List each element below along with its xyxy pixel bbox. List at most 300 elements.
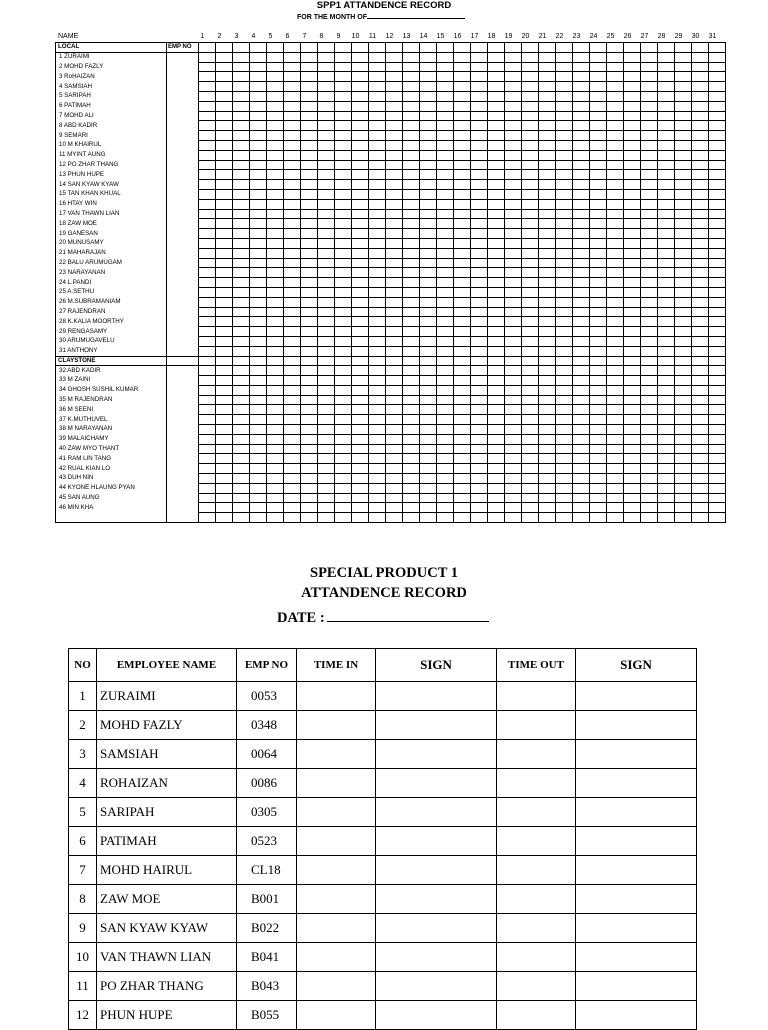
attendance-cell[interactable]: [556, 327, 573, 337]
attendance-cell[interactable]: [522, 72, 539, 82]
attendance-cell[interactable]: [539, 395, 556, 405]
attendance-cell[interactable]: [318, 131, 335, 141]
attendance-cell[interactable]: [488, 307, 505, 317]
attendance-cell[interactable]: [709, 140, 726, 150]
attendance-cell[interactable]: [369, 199, 386, 209]
attendance-cell[interactable]: [539, 493, 556, 503]
attendance-cell[interactable]: [624, 131, 641, 141]
attendance-cell[interactable]: [403, 248, 420, 258]
attendance-cell[interactable]: [709, 297, 726, 307]
attendance-cell[interactable]: [522, 150, 539, 160]
attendance-cell[interactable]: [505, 307, 522, 317]
attendance-cell[interactable]: [352, 287, 369, 297]
attendance-cell[interactable]: [284, 229, 301, 239]
attendance-cell[interactable]: [556, 160, 573, 170]
attendance-cell[interactable]: [335, 170, 352, 180]
attendance-cell[interactable]: [352, 415, 369, 425]
attendance-cell[interactable]: [386, 513, 403, 523]
attendance-cell[interactable]: [624, 189, 641, 199]
attendance-cell[interactable]: [658, 297, 675, 307]
attendance-cell[interactable]: [522, 258, 539, 268]
attendance-cell[interactable]: [556, 43, 573, 53]
attendance-cell[interactable]: [267, 483, 284, 493]
attendance-cell[interactable]: [641, 121, 658, 131]
attendance-cell[interactable]: [403, 62, 420, 72]
attendance-cell[interactable]: [284, 415, 301, 425]
attendance-cell[interactable]: [539, 385, 556, 395]
attendance-cell[interactable]: [199, 366, 216, 376]
attendance-cell[interactable]: [199, 160, 216, 170]
attendance-cell[interactable]: [641, 238, 658, 248]
attendance-cell[interactable]: [199, 385, 216, 395]
emp-no-cell[interactable]: [167, 395, 199, 405]
attendance-cell[interactable]: [420, 503, 437, 513]
attendance-cell[interactable]: [505, 278, 522, 288]
attendance-cell[interactable]: [250, 101, 267, 111]
attendance-cell[interactable]: [216, 464, 233, 474]
attendance-cell[interactable]: [590, 513, 607, 523]
attendance-cell[interactable]: [267, 444, 284, 454]
attendance-cell[interactable]: [403, 336, 420, 346]
attendance-cell[interactable]: [505, 385, 522, 395]
attendance-cell[interactable]: [335, 72, 352, 82]
attendance-cell[interactable]: [573, 356, 590, 366]
attendance-cell[interactable]: [488, 336, 505, 346]
attendance-cell[interactable]: [335, 62, 352, 72]
attendance-cell[interactable]: [454, 101, 471, 111]
attendance-cell[interactable]: [675, 336, 692, 346]
attendance-cell[interactable]: [250, 395, 267, 405]
attendance-cell[interactable]: [420, 43, 437, 53]
attendance-cell[interactable]: [437, 336, 454, 346]
attendance-cell[interactable]: [352, 189, 369, 199]
attendance-cell[interactable]: [233, 278, 250, 288]
attendance-cell[interactable]: [386, 425, 403, 435]
attendance-cell[interactable]: [267, 278, 284, 288]
attendance-cell[interactable]: [709, 101, 726, 111]
attendance-cell[interactable]: [522, 493, 539, 503]
attendance-cell[interactable]: [199, 513, 216, 523]
attendance-cell[interactable]: [216, 229, 233, 239]
attendance-cell[interactable]: [420, 160, 437, 170]
attendance-cell[interactable]: [692, 356, 709, 366]
attendance-cell[interactable]: [641, 483, 658, 493]
attendance-cell[interactable]: [369, 395, 386, 405]
attendance-cell[interactable]: [233, 464, 250, 474]
attendance-cell[interactable]: [488, 121, 505, 131]
attendance-cell[interactable]: [658, 434, 675, 444]
attendance-cell[interactable]: [692, 72, 709, 82]
attendance-cell[interactable]: [267, 248, 284, 258]
time-out-cell[interactable]: [497, 972, 576, 1001]
attendance-cell[interactable]: [488, 425, 505, 435]
attendance-cell[interactable]: [488, 356, 505, 366]
attendance-cell[interactable]: [352, 82, 369, 92]
attendance-cell[interactable]: [488, 150, 505, 160]
emp-no-cell[interactable]: [167, 229, 199, 239]
attendance-cell[interactable]: [658, 425, 675, 435]
attendance-cell[interactable]: [658, 52, 675, 62]
attendance-cell[interactable]: [522, 454, 539, 464]
attendance-cell[interactable]: [675, 346, 692, 356]
attendance-cell[interactable]: [522, 464, 539, 474]
attendance-cell[interactable]: [420, 307, 437, 317]
attendance-cell[interactable]: [624, 376, 641, 386]
attendance-cell[interactable]: [284, 52, 301, 62]
attendance-cell[interactable]: [284, 209, 301, 219]
attendance-cell[interactable]: [641, 160, 658, 170]
attendance-cell[interactable]: [709, 62, 726, 72]
attendance-cell[interactable]: [522, 297, 539, 307]
attendance-cell[interactable]: [403, 219, 420, 229]
attendance-cell[interactable]: [437, 327, 454, 337]
attendance-cell[interactable]: [301, 444, 318, 454]
attendance-cell[interactable]: [556, 297, 573, 307]
attendance-cell[interactable]: [420, 121, 437, 131]
attendance-cell[interactable]: [437, 278, 454, 288]
attendance-cell[interactable]: [488, 474, 505, 484]
attendance-cell[interactable]: [267, 366, 284, 376]
attendance-cell[interactable]: [301, 150, 318, 160]
attendance-cell[interactable]: [352, 209, 369, 219]
attendance-cell[interactable]: [573, 72, 590, 82]
attendance-cell[interactable]: [556, 140, 573, 150]
attendance-cell[interactable]: [488, 317, 505, 327]
attendance-cell[interactable]: [199, 238, 216, 248]
attendance-cell[interactable]: [318, 366, 335, 376]
attendance-cell[interactable]: [590, 287, 607, 297]
attendance-cell[interactable]: [624, 278, 641, 288]
attendance-cell[interactable]: [709, 52, 726, 62]
attendance-cell[interactable]: [488, 101, 505, 111]
attendance-cell[interactable]: [267, 346, 284, 356]
attendance-cell[interactable]: [522, 229, 539, 239]
attendance-cell[interactable]: [539, 82, 556, 92]
attendance-cell[interactable]: [641, 140, 658, 150]
attendance-cell[interactable]: [590, 82, 607, 92]
attendance-cell[interactable]: [556, 483, 573, 493]
attendance-cell[interactable]: [471, 248, 488, 258]
attendance-cell[interactable]: [369, 317, 386, 327]
attendance-cell[interactable]: [267, 268, 284, 278]
attendance-cell[interactable]: [403, 454, 420, 464]
attendance-cell[interactable]: [641, 307, 658, 317]
attendance-cell[interactable]: [488, 454, 505, 464]
attendance-cell[interactable]: [386, 82, 403, 92]
attendance-cell[interactable]: [454, 454, 471, 464]
attendance-cell[interactable]: [335, 444, 352, 454]
attendance-cell[interactable]: [284, 307, 301, 317]
attendance-cell[interactable]: [556, 493, 573, 503]
attendance-cell[interactable]: [709, 43, 726, 53]
attendance-cell[interactable]: [199, 150, 216, 160]
attendance-cell[interactable]: [471, 327, 488, 337]
attendance-cell[interactable]: [403, 170, 420, 180]
attendance-cell[interactable]: [692, 307, 709, 317]
attendance-cell[interactable]: [352, 503, 369, 513]
attendance-cell[interactable]: [284, 346, 301, 356]
attendance-cell[interactable]: [284, 91, 301, 101]
attendance-cell[interactable]: [658, 229, 675, 239]
attendance-cell[interactable]: [284, 121, 301, 131]
attendance-cell[interactable]: [641, 219, 658, 229]
attendance-cell[interactable]: [692, 385, 709, 395]
attendance-cell[interactable]: [335, 238, 352, 248]
attendance-cell[interactable]: [590, 385, 607, 395]
emp-no-cell[interactable]: [167, 444, 199, 454]
attendance-cell[interactable]: [624, 317, 641, 327]
attendance-cell[interactable]: [352, 258, 369, 268]
attendance-cell[interactable]: [369, 425, 386, 435]
attendance-cell[interactable]: [505, 464, 522, 474]
attendance-cell[interactable]: [437, 513, 454, 523]
attendance-cell[interactable]: [284, 425, 301, 435]
attendance-cell[interactable]: [318, 219, 335, 229]
attendance-cell[interactable]: [641, 287, 658, 297]
attendance-cell[interactable]: [675, 493, 692, 503]
attendance-cell[interactable]: [505, 346, 522, 356]
attendance-cell[interactable]: [284, 199, 301, 209]
attendance-cell[interactable]: [301, 180, 318, 190]
attendance-cell[interactable]: [539, 346, 556, 356]
attendance-cell[interactable]: [233, 454, 250, 464]
attendance-cell[interactable]: [522, 503, 539, 513]
attendance-cell[interactable]: [471, 258, 488, 268]
attendance-cell[interactable]: [437, 229, 454, 239]
attendance-cell[interactable]: [352, 425, 369, 435]
attendance-cell[interactable]: [386, 385, 403, 395]
attendance-cell[interactable]: [386, 317, 403, 327]
attendance-cell[interactable]: [216, 140, 233, 150]
attendance-cell[interactable]: [216, 189, 233, 199]
attendance-cell[interactable]: [607, 474, 624, 484]
attendance-cell[interactable]: [250, 150, 267, 160]
attendance-cell[interactable]: [335, 346, 352, 356]
attendance-cell[interactable]: [471, 91, 488, 101]
attendance-cell[interactable]: [386, 180, 403, 190]
attendance-cell[interactable]: [505, 444, 522, 454]
attendance-cell[interactable]: [709, 82, 726, 92]
attendance-cell[interactable]: [488, 82, 505, 92]
attendance-cell[interactable]: [267, 72, 284, 82]
attendance-cell[interactable]: [284, 395, 301, 405]
attendance-cell[interactable]: [692, 454, 709, 464]
attendance-cell[interactable]: [369, 356, 386, 366]
attendance-cell[interactable]: [709, 180, 726, 190]
attendance-cell[interactable]: [216, 219, 233, 229]
attendance-cell[interactable]: [539, 317, 556, 327]
attendance-cell[interactable]: [471, 336, 488, 346]
attendance-cell[interactable]: [386, 297, 403, 307]
attendance-cell[interactable]: [505, 219, 522, 229]
attendance-cell[interactable]: [539, 327, 556, 337]
attendance-cell[interactable]: [607, 327, 624, 337]
attendance-cell[interactable]: [692, 52, 709, 62]
attendance-cell[interactable]: [607, 376, 624, 386]
attendance-cell[interactable]: [420, 258, 437, 268]
attendance-cell[interactable]: [624, 483, 641, 493]
attendance-cell[interactable]: [318, 376, 335, 386]
attendance-cell[interactable]: [233, 395, 250, 405]
attendance-cell[interactable]: [692, 493, 709, 503]
attendance-cell[interactable]: [267, 415, 284, 425]
attendance-cell[interactable]: [301, 474, 318, 484]
attendance-cell[interactable]: [709, 356, 726, 366]
attendance-cell[interactable]: [250, 503, 267, 513]
attendance-cell[interactable]: [675, 513, 692, 523]
time-in-cell[interactable]: [297, 827, 376, 856]
attendance-cell[interactable]: [675, 180, 692, 190]
attendance-cell[interactable]: [250, 434, 267, 444]
attendance-cell[interactable]: [471, 464, 488, 474]
attendance-cell[interactable]: [233, 121, 250, 131]
attendance-cell[interactable]: [624, 385, 641, 395]
attendance-cell[interactable]: [216, 111, 233, 121]
attendance-cell[interactable]: [352, 219, 369, 229]
attendance-cell[interactable]: [369, 307, 386, 317]
attendance-cell[interactable]: [233, 62, 250, 72]
attendance-cell[interactable]: [250, 219, 267, 229]
attendance-cell[interactable]: [386, 464, 403, 474]
attendance-cell[interactable]: [216, 238, 233, 248]
attendance-cell[interactable]: [522, 366, 539, 376]
attendance-cell[interactable]: [301, 395, 318, 405]
attendance-cell[interactable]: [250, 454, 267, 464]
attendance-cell[interactable]: [471, 287, 488, 297]
attendance-cell[interactable]: [216, 170, 233, 180]
attendance-cell[interactable]: [335, 513, 352, 523]
attendance-cell[interactable]: [250, 327, 267, 337]
attendance-cell[interactable]: [675, 72, 692, 82]
attendance-cell[interactable]: [488, 287, 505, 297]
attendance-cell[interactable]: [403, 307, 420, 317]
attendance-cell[interactable]: [658, 278, 675, 288]
sign-out-cell[interactable]: [576, 943, 697, 972]
time-in-cell[interactable]: [297, 943, 376, 972]
attendance-cell[interactable]: [301, 297, 318, 307]
attendance-cell[interactable]: [658, 317, 675, 327]
attendance-cell[interactable]: [318, 258, 335, 268]
attendance-cell[interactable]: [505, 493, 522, 503]
attendance-cell[interactable]: [233, 366, 250, 376]
attendance-cell[interactable]: [199, 189, 216, 199]
attendance-cell[interactable]: [658, 199, 675, 209]
attendance-cell[interactable]: [216, 52, 233, 62]
attendance-cell[interactable]: [539, 376, 556, 386]
attendance-cell[interactable]: [250, 160, 267, 170]
attendance-cell[interactable]: [573, 278, 590, 288]
attendance-cell[interactable]: [369, 140, 386, 150]
attendance-cell[interactable]: [420, 297, 437, 307]
sign-out-cell[interactable]: [576, 711, 697, 740]
attendance-cell[interactable]: [658, 91, 675, 101]
attendance-cell[interactable]: [233, 160, 250, 170]
attendance-cell[interactable]: [420, 52, 437, 62]
attendance-cell[interactable]: [692, 43, 709, 53]
attendance-cell[interactable]: [675, 229, 692, 239]
attendance-cell[interactable]: [590, 336, 607, 346]
attendance-cell[interactable]: [624, 425, 641, 435]
attendance-cell[interactable]: [522, 425, 539, 435]
attendance-cell[interactable]: [607, 248, 624, 258]
attendance-cell[interactable]: [233, 493, 250, 503]
attendance-cell[interactable]: [539, 189, 556, 199]
attendance-cell[interactable]: [573, 317, 590, 327]
attendance-cell[interactable]: [284, 327, 301, 337]
attendance-cell[interactable]: [284, 376, 301, 386]
attendance-cell[interactable]: [318, 52, 335, 62]
attendance-cell[interactable]: [641, 209, 658, 219]
attendance-cell[interactable]: [539, 425, 556, 435]
attendance-cell[interactable]: [454, 131, 471, 141]
attendance-cell[interactable]: [403, 366, 420, 376]
attendance-cell[interactable]: [301, 43, 318, 53]
attendance-cell[interactable]: [573, 454, 590, 464]
attendance-cell[interactable]: [369, 248, 386, 258]
attendance-cell[interactable]: [607, 72, 624, 82]
attendance-cell[interactable]: [641, 101, 658, 111]
attendance-cell[interactable]: [284, 385, 301, 395]
attendance-cell[interactable]: [369, 160, 386, 170]
attendance-cell[interactable]: [692, 395, 709, 405]
attendance-cell[interactable]: [216, 268, 233, 278]
attendance-cell[interactable]: [369, 503, 386, 513]
attendance-cell[interactable]: [318, 493, 335, 503]
attendance-cell[interactable]: [335, 160, 352, 170]
emp-no-cell[interactable]: [167, 219, 199, 229]
attendance-cell[interactable]: [420, 287, 437, 297]
attendance-cell[interactable]: [624, 474, 641, 484]
attendance-cell[interactable]: [607, 503, 624, 513]
attendance-cell[interactable]: [199, 474, 216, 484]
attendance-cell[interactable]: [522, 317, 539, 327]
attendance-cell[interactable]: [505, 503, 522, 513]
sign-in-cell[interactable]: [376, 1001, 497, 1030]
attendance-cell[interactable]: [267, 101, 284, 111]
attendance-cell[interactable]: [675, 278, 692, 288]
attendance-cell[interactable]: [199, 91, 216, 101]
attendance-cell[interactable]: [386, 52, 403, 62]
attendance-cell[interactable]: [199, 395, 216, 405]
attendance-cell[interactable]: [267, 160, 284, 170]
attendance-cell[interactable]: [624, 219, 641, 229]
attendance-cell[interactable]: [403, 317, 420, 327]
attendance-cell[interactable]: [199, 307, 216, 317]
attendance-cell[interactable]: [505, 101, 522, 111]
attendance-cell[interactable]: [233, 43, 250, 53]
attendance-cell[interactable]: [590, 62, 607, 72]
attendance-cell[interactable]: [335, 101, 352, 111]
attendance-cell[interactable]: [284, 248, 301, 258]
attendance-cell[interactable]: [641, 268, 658, 278]
attendance-cell[interactable]: [675, 52, 692, 62]
attendance-cell[interactable]: [573, 219, 590, 229]
attendance-cell[interactable]: [386, 72, 403, 82]
attendance-cell[interactable]: [386, 62, 403, 72]
attendance-cell[interactable]: [573, 307, 590, 317]
attendance-cell[interactable]: [675, 91, 692, 101]
attendance-cell[interactable]: [573, 101, 590, 111]
attendance-cell[interactable]: [386, 258, 403, 268]
attendance-cell[interactable]: [539, 336, 556, 346]
attendance-cell[interactable]: [233, 385, 250, 395]
attendance-cell[interactable]: [318, 336, 335, 346]
attendance-cell[interactable]: [709, 209, 726, 219]
attendance-cell[interactable]: [437, 52, 454, 62]
attendance-cell[interactable]: [658, 121, 675, 131]
attendance-cell[interactable]: [233, 72, 250, 82]
attendance-cell[interactable]: [471, 160, 488, 170]
